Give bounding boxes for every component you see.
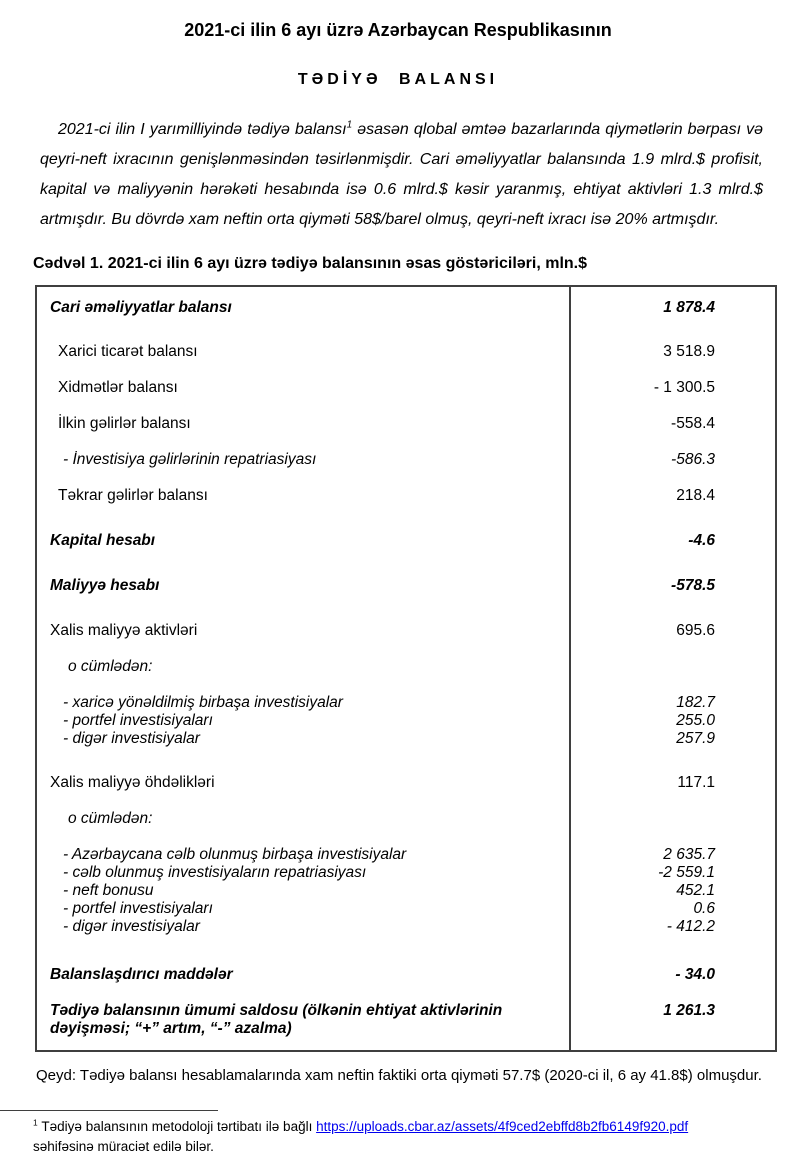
row-label: o cümlədən: xyxy=(68,658,153,675)
table-row xyxy=(37,864,775,882)
table-row xyxy=(37,532,775,550)
row-label: Xalis maliyyə aktivləri xyxy=(50,622,198,639)
table-caption: Cədvəl 1. 2021-ci ilin 6 ayı üzrə tədiyə balansının əsas göstəriciləri, mln.$ xyxy=(33,255,588,272)
row-value: -578.5 xyxy=(671,577,715,594)
table-row xyxy=(37,658,775,676)
table-row xyxy=(37,730,775,748)
row-value: 452.1 xyxy=(676,882,715,899)
row-label: Xidmətlər balansı xyxy=(58,379,178,396)
balance-table-body xyxy=(37,299,775,1038)
row-value: 255.0 xyxy=(676,712,715,729)
table-row xyxy=(37,694,775,712)
row-label: Xarici ticarət balansı xyxy=(58,343,198,360)
row-label: Kapital hesabı xyxy=(50,532,156,549)
footnote-separator xyxy=(0,1110,218,1111)
footnote-text xyxy=(33,1117,733,1157)
table-row xyxy=(37,900,775,918)
table-row xyxy=(37,882,775,900)
row-label: - digər investisiyalar xyxy=(63,730,200,747)
table-row xyxy=(37,577,775,595)
row-value: 2 635.7 xyxy=(663,846,715,863)
row-label: Xalis maliyyə öhdəlikləri xyxy=(50,774,215,791)
row-label: - İnvestisiya gəlirlərinin repatriasiyası xyxy=(63,451,317,468)
row-value: 182.7 xyxy=(676,694,715,711)
row-label: - digər investisiyalar xyxy=(63,918,200,935)
intro-text-rest: əsasən qlobal əmtəə bazarlarında qiymətlərin bərpası və qeyri-neft ixracının genişlənməsindən təsirlənmişdir. Cari əməliyyatlar balansında 1.9 mlrd.$ profisit, kapital və maliyyənin hərəkəti hesabında isə 0.6 mlrd.$ kəsir yaranmış, ehtiyat aktivləri 1.3 mlrd.$ artmışdır. Bu dövrdə xam neftin orta qiyməti 58$/barel olmuş, qeyri-neft ixracı isə 20% artmışdır. xyxy=(40,121,764,228)
row-label: - Azərbaycana cəlb olunmuş birbaşa investisiyalar xyxy=(63,846,407,863)
note-text: Qeyd: Tədiyə balansı hesablamalarında xam neftin faktiki orta qiyməti 57.7$ (2020-ci il, 6 ay 41.8$) olmuşdur. xyxy=(36,1067,762,1084)
table-row xyxy=(37,415,775,433)
table-row xyxy=(37,1002,775,1038)
row-label: Cari əməliyyatlar balansı xyxy=(50,299,232,316)
intro-paragraph xyxy=(40,115,763,235)
row-label: İlkin gəlirlər balansı xyxy=(58,415,191,432)
table-row xyxy=(37,712,775,730)
row-value: -4.6 xyxy=(688,532,715,549)
row-value: -2 559.1 xyxy=(658,864,715,881)
row-value: 1 261.3 xyxy=(663,1002,715,1019)
row-label: - neft bonusu xyxy=(63,882,154,899)
row-label: Təkrar gəlirlər balansı xyxy=(58,487,208,504)
row-value: 117.1 xyxy=(677,774,715,791)
table-row xyxy=(37,487,775,505)
table-row xyxy=(37,918,775,936)
table-row xyxy=(37,846,775,864)
row-value: 218.4 xyxy=(676,487,715,504)
row-label: - cəlb olunmuş investisiyaların repatriasiyası xyxy=(63,864,367,881)
footnote-reference: 1 xyxy=(346,119,353,131)
row-label: - portfel investisiyaları xyxy=(63,900,213,917)
row-label: o cümlədən: xyxy=(68,810,153,827)
row-value: -586.3 xyxy=(671,451,715,468)
row-value: 3 518.9 xyxy=(663,343,715,360)
table-row xyxy=(37,774,775,792)
row-label: - portfel investisiyaları xyxy=(63,712,213,729)
row-label: Maliyyə hesabı xyxy=(50,577,160,594)
footnote-text-start: Tədiyə balansının metodoloji tərtibatı ilə bağlı xyxy=(41,1119,317,1134)
page-subtitle: TƏDİYƏ BALANSI xyxy=(297,71,499,88)
row-value: 257.9 xyxy=(676,730,715,747)
table-row xyxy=(37,299,775,317)
table-row xyxy=(37,966,775,984)
table-column-divider xyxy=(569,287,571,1050)
methodology-link[interactable]: https://uploads.cbar.az/assets/4f9ced2ebffd8b2fb6149f920.pdf xyxy=(316,1119,689,1134)
footnote-section xyxy=(33,1110,763,1157)
row-value: 1 878.4 xyxy=(663,299,715,316)
table-row xyxy=(37,379,775,397)
row-value: 695.6 xyxy=(676,622,715,639)
footnote-text-rest: səhifəsinə müraciət edilə bilər. xyxy=(33,1139,214,1154)
row-value: - 412.2 xyxy=(666,918,715,935)
footnote-number: 1 xyxy=(33,1117,38,1128)
row-label: Tədiyə balansının ümumi saldosu (ölkənin ehtiyat aktivlərinin dəyişməsi; “+” artım, “-” azalma) xyxy=(50,1002,503,1037)
table-row xyxy=(37,810,775,828)
table-row xyxy=(37,343,775,361)
intro-text-start: 2021-ci ilin I yarımilliyində tədiyə balansı xyxy=(58,121,347,138)
row-value: 0.6 xyxy=(693,900,715,917)
row-label: - xaricə yönəldilmiş birbaşa investisiyalar xyxy=(63,694,343,711)
row-value: -558.4 xyxy=(671,415,715,432)
row-value: - 34.0 xyxy=(675,966,715,983)
table-row xyxy=(37,622,775,640)
row-value: - 1 300.5 xyxy=(653,379,715,396)
table-row xyxy=(37,451,775,469)
row-label: Balanslaşdırıcı maddələr xyxy=(50,966,233,983)
balance-table xyxy=(35,285,777,1052)
page-title: 2021-ci ilin 6 ayı üzrə Azərbaycan Respublikasının xyxy=(184,20,612,40)
